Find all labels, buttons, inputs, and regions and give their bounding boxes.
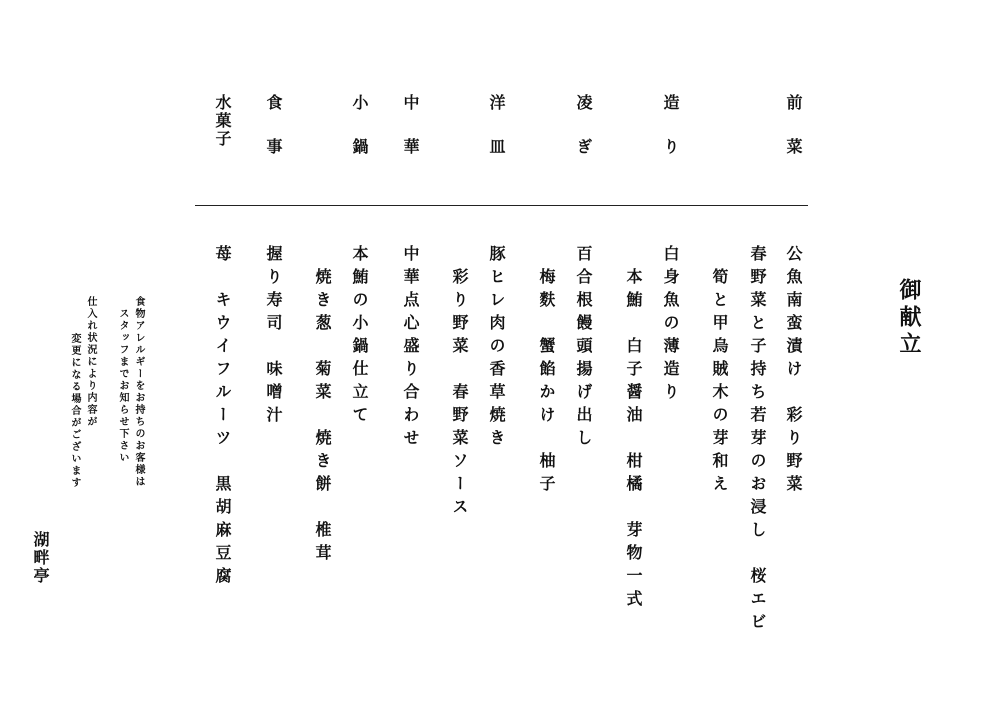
menu-item-line: 苺 キウイフルーツ 黒胡麻豆腐 bbox=[213, 245, 232, 590]
course-name-konabe: 小鍋 bbox=[350, 94, 369, 182]
menu-title: 御献立 bbox=[896, 278, 922, 359]
menu-item-line: 百合根饅頭揚げ出し bbox=[574, 245, 593, 452]
restaurant-name: 湖畔亭 bbox=[31, 531, 50, 585]
section-divider bbox=[195, 205, 808, 206]
supply-note-line: 変更になる場合がございます bbox=[69, 333, 80, 489]
menu-item-line: 中華点心盛り合わせ bbox=[401, 245, 420, 452]
course-name-yozara: 洋皿 bbox=[487, 94, 506, 182]
menu-item-line: 筍と甲烏賊木の芽和え bbox=[710, 245, 729, 498]
supply-note-line: 仕入れ状況により内容が bbox=[85, 296, 96, 428]
menu-item-line: 彩り野菜 春野菜ソース bbox=[450, 245, 469, 521]
menu-item-line: 公魚南蛮漬け 彩り野菜 bbox=[784, 245, 803, 498]
course-name-chuka: 中華 bbox=[401, 94, 420, 182]
menu-item-line: 本鮪の小鍋仕立て bbox=[350, 245, 369, 429]
course-name-mizugashi: 水菓子 bbox=[213, 94, 232, 148]
menu-item-line: 握り寿司 味噌汁 bbox=[264, 245, 283, 429]
allergy-note-line: 食物アレルギーをお持ちのお客様は bbox=[133, 296, 144, 488]
menu-item-line: 豚ヒレ肉の香草焼き bbox=[487, 245, 506, 452]
course-name-shokuji: 食事 bbox=[264, 94, 283, 182]
menu-item-line: 焼き葱 菊菜 焼き餅 椎茸 bbox=[313, 245, 332, 567]
menu-item-line: 白身魚の薄造り bbox=[661, 245, 680, 406]
menu-item-line: 梅麩 蟹餡かけ 柚子 bbox=[537, 245, 556, 498]
course-name-shinogi: 凌ぎ bbox=[574, 94, 593, 182]
course-name-zensai: 前菜 bbox=[784, 94, 803, 182]
course-name-tsukuri: 造り bbox=[661, 94, 680, 182]
allergy-note-line: スタッフまでお知らせ下さい bbox=[117, 308, 128, 464]
menu-item-line: 本鮪 白子醤油 柑橘 芽物一式 bbox=[624, 245, 643, 613]
menu-item-line: 春野菜と子持ち若芽のお浸し 桜エビ bbox=[748, 245, 767, 636]
